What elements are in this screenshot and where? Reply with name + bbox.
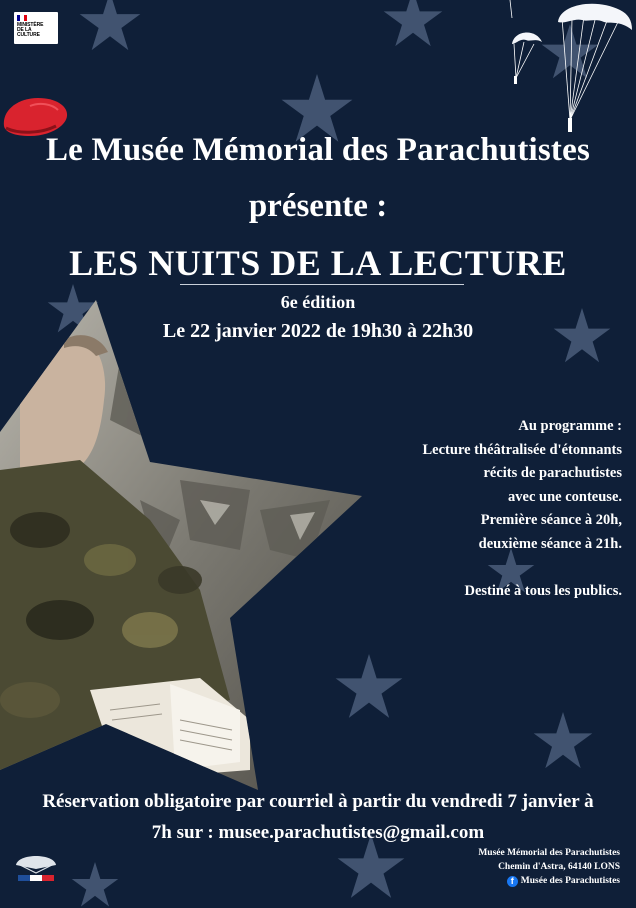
presents-line: présente : bbox=[248, 188, 388, 224]
program-block bbox=[362, 415, 622, 604]
program-line bbox=[362, 557, 622, 581]
edition-label: 6e édition bbox=[280, 292, 356, 312]
ministry-label: MINISTÈRE bbox=[17, 22, 44, 28]
program-line: récits de parachutistes bbox=[483, 465, 622, 482]
reservation-block bbox=[0, 786, 636, 848]
facebook-link[interactable] bbox=[478, 874, 620, 888]
background-star bbox=[532, 712, 594, 770]
background-star bbox=[70, 862, 120, 908]
background-star bbox=[78, 0, 142, 52]
title-divider bbox=[180, 284, 464, 285]
reservation-line: Réservation obligatoire par courriel à partir du vendredi 7 janvier à bbox=[42, 791, 594, 812]
ministry-of-culture-logo bbox=[14, 12, 58, 44]
reservation-line: 7h sur : musee.parachutistes@gmail.com bbox=[151, 822, 485, 843]
footer-address: Chemin d'Astra, 64140 LONS bbox=[498, 862, 620, 872]
facebook-label: Musée des Parachutistes bbox=[520, 876, 620, 886]
museum-emblem-icon bbox=[12, 843, 60, 887]
star-photo bbox=[0, 300, 370, 800]
footer-museum-name: Musée Mémorial des Parachutistes bbox=[478, 848, 620, 858]
facebook-icon: f bbox=[507, 876, 518, 887]
parachutes-illustration bbox=[500, 0, 636, 140]
program-line: avec une conteuse. bbox=[508, 488, 622, 505]
footer-block bbox=[478, 846, 620, 888]
french-flag-icon bbox=[17, 15, 27, 21]
background-star bbox=[382, 0, 444, 48]
program-line: Destiné à tous les publics. bbox=[464, 583, 622, 600]
program-line: Lecture théâtralisée d'étonnants bbox=[422, 441, 622, 458]
museum-presents-line: Le Musée Mémorial des Parachutistes bbox=[45, 132, 591, 168]
program-line: Première séance à 20h, bbox=[480, 512, 622, 529]
ministry-label: DE LA CULTURE bbox=[17, 27, 40, 38]
event-date: Le 22 janvier 2022 de 19h30 à 22h30 bbox=[162, 320, 474, 342]
event-title: LES NUITS DE LA LECTURE bbox=[69, 243, 567, 283]
program-line: deuxième séance à 21h. bbox=[478, 535, 622, 552]
program-line: Au programme : bbox=[518, 418, 622, 434]
